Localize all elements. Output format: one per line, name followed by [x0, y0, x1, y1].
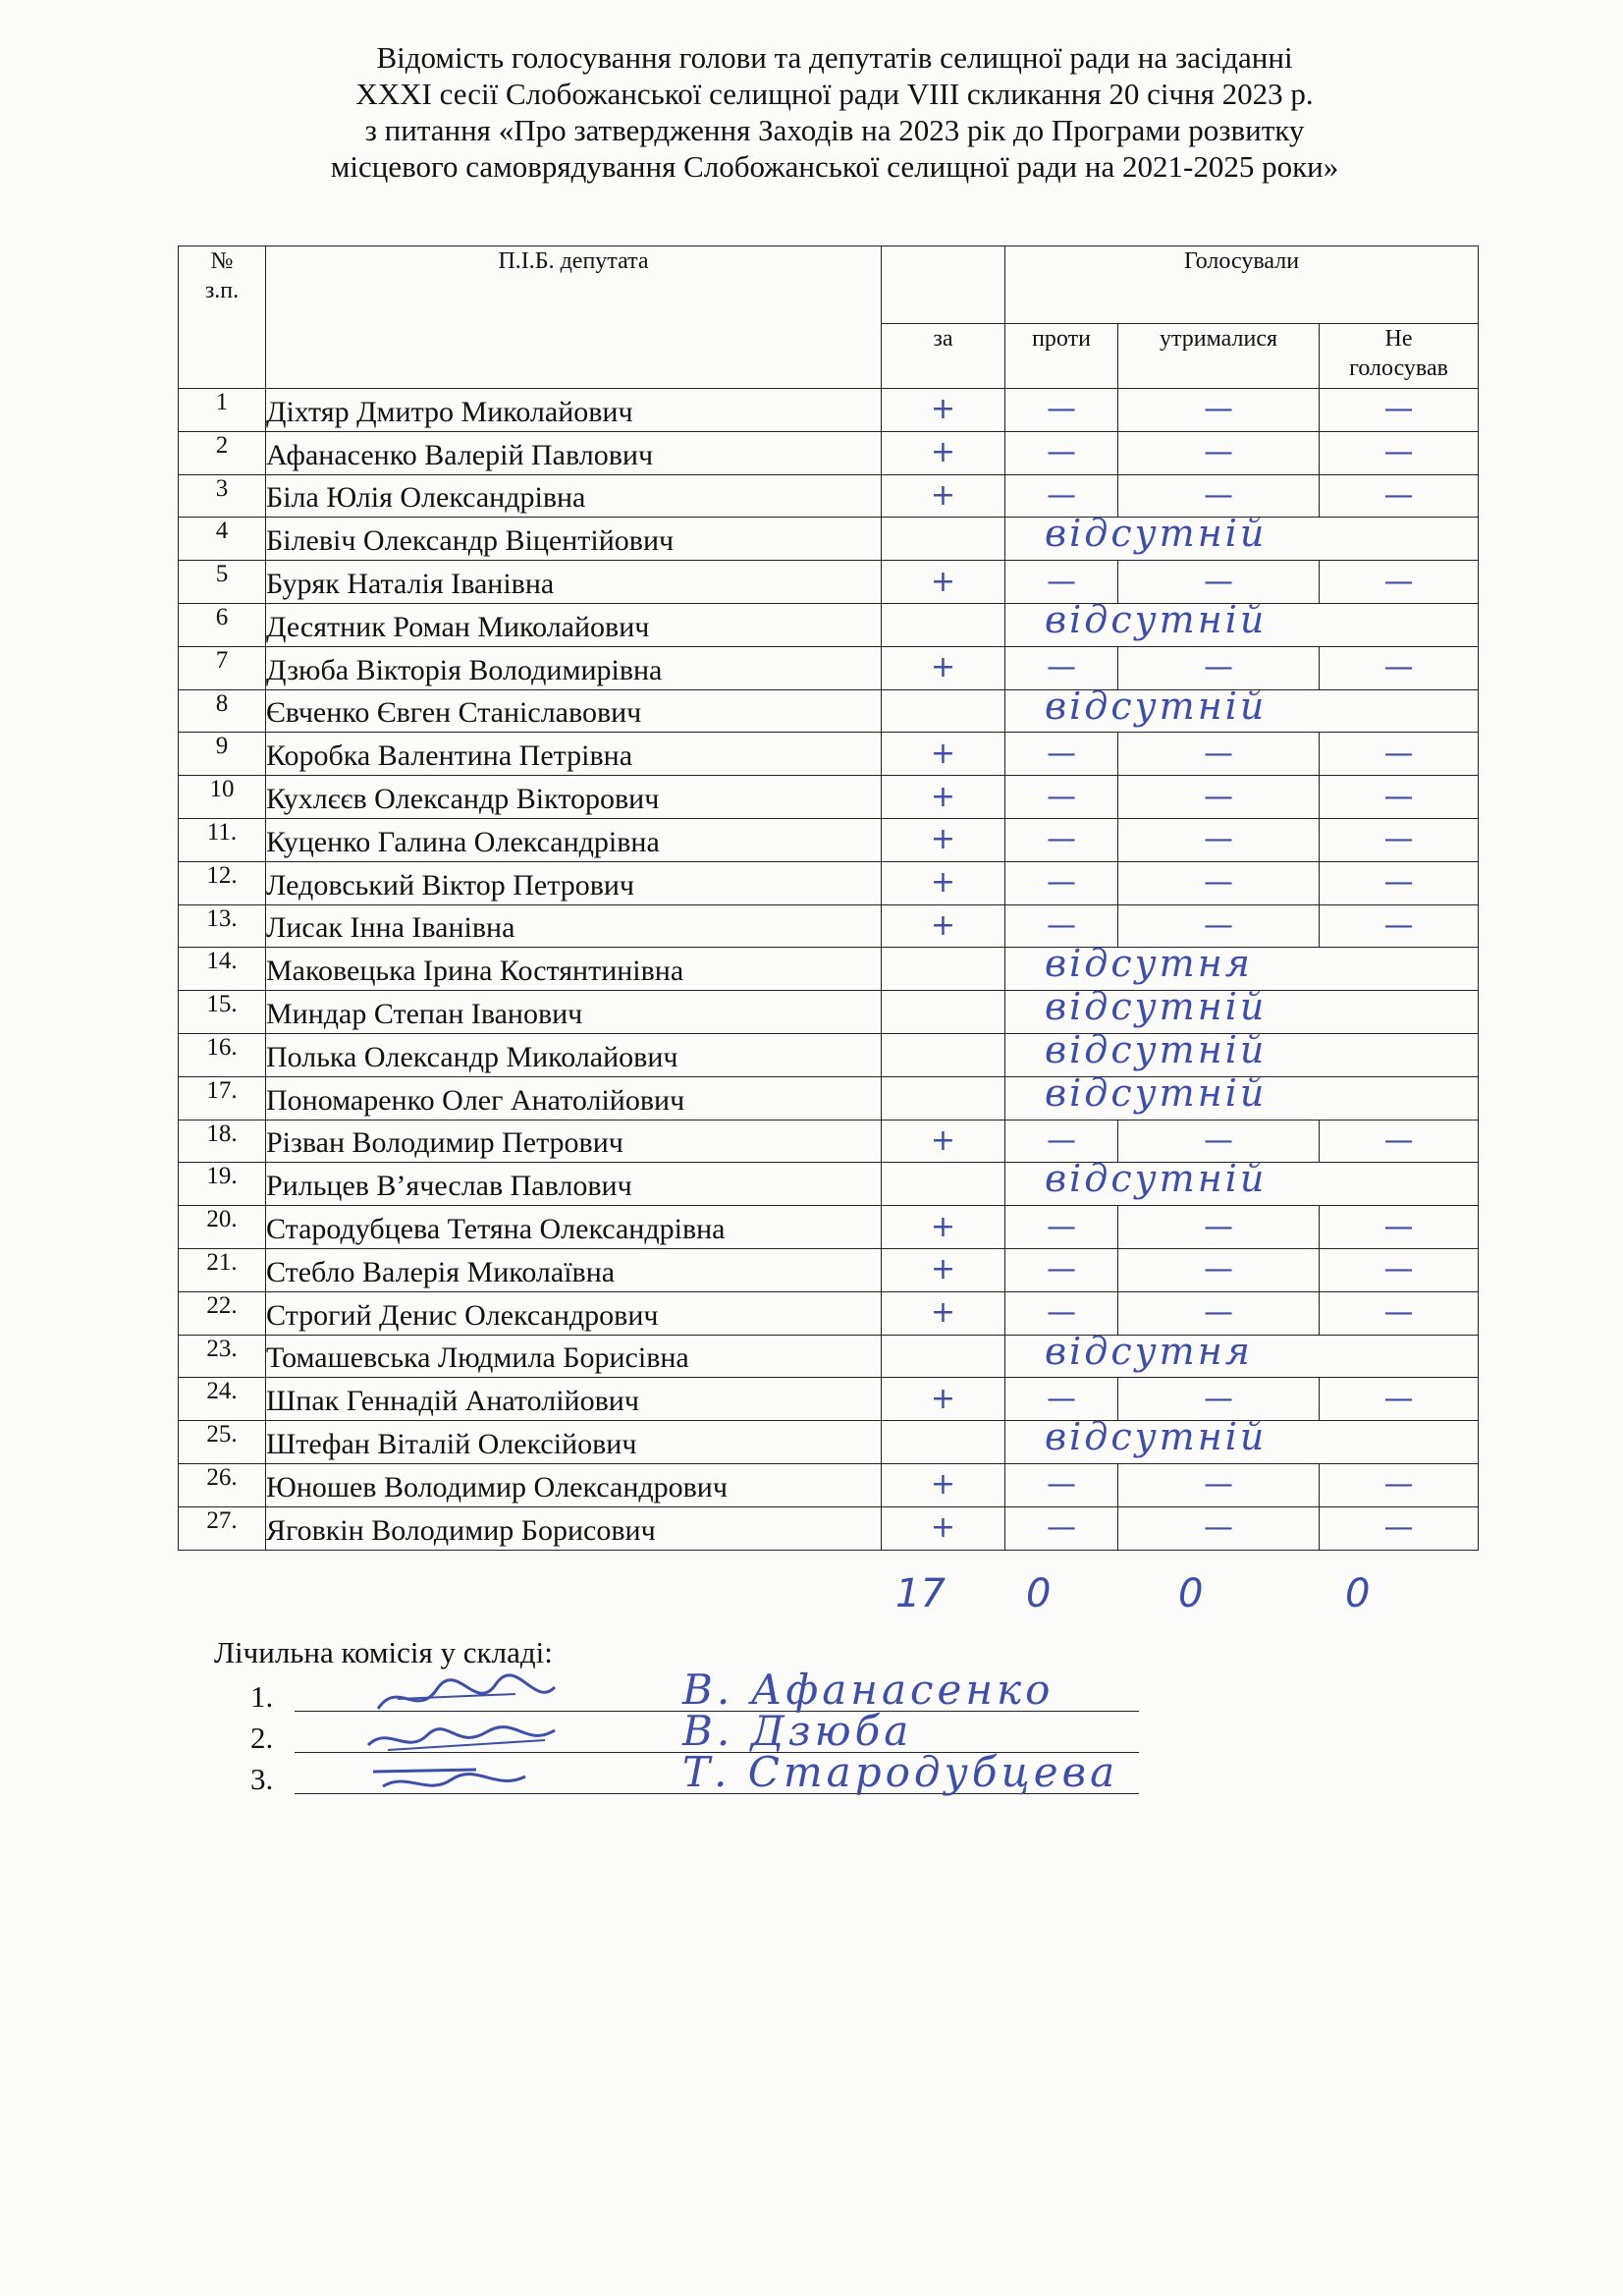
table-row	[179, 1120, 1479, 1163]
vote-against-cell	[1005, 646, 1118, 689]
table-row	[179, 518, 1479, 561]
vote-not-voted-cell	[1320, 733, 1479, 776]
plus-mark: +	[930, 907, 956, 943]
title-line-1: Відомість голосування голови та депутатів селищної ради на засіданні	[376, 40, 1293, 75]
table-row	[179, 1248, 1479, 1291]
absent-note: відсутній	[1045, 1415, 1268, 1459]
vote-for-cell	[882, 1463, 1005, 1506]
absent-note: відсутній	[1045, 985, 1268, 1029]
dash-mark: —	[1383, 907, 1414, 943]
absent-note: відсутній	[1045, 597, 1268, 641]
vote-abstained-cell	[1118, 1463, 1320, 1506]
dash-mark: —	[1383, 1252, 1414, 1287]
vote-not-voted-cell	[1320, 776, 1479, 819]
dash-mark: —	[1047, 1209, 1076, 1244]
row-number: 7	[179, 646, 266, 689]
plus-mark: +	[930, 1510, 956, 1546]
plus-mark: +	[930, 822, 956, 857]
plus-mark: +	[930, 392, 956, 427]
dash-mark: —	[1204, 1381, 1233, 1416]
vote-against-cell	[1005, 1506, 1118, 1550]
title-line-3: з питання «Про затвердження Заходів на 2023 рік до Програми розвитку	[364, 113, 1305, 147]
deputy-name: Десятник Роман Миколайович	[266, 603, 882, 646]
dash-mark: —	[1204, 435, 1233, 470]
row-number: 19.	[179, 1163, 266, 1206]
row-number: 21.	[179, 1248, 266, 1291]
vote-abstained-cell	[1118, 646, 1320, 689]
vote-against-cell	[1005, 776, 1118, 819]
table-row	[179, 948, 1479, 991]
dash-mark: —	[1383, 1510, 1414, 1546]
dash-mark: —	[1383, 1467, 1414, 1503]
plus-mark: +	[930, 779, 956, 814]
vote-for-cell	[882, 689, 1005, 733]
plus-mark: +	[930, 1381, 956, 1416]
row-number: 3	[179, 474, 266, 518]
table-row	[179, 861, 1479, 904]
document-title	[147, 39, 1522, 185]
vote-totals	[0, 1571, 1623, 1620]
vote-abstained-cell	[1118, 431, 1320, 474]
dash-mark: —	[1204, 1467, 1233, 1503]
dash-mark: —	[1047, 1252, 1076, 1287]
member-number: 3.	[250, 1762, 274, 1796]
vote-for-cell	[882, 1076, 1005, 1120]
total-abstained: 0	[1178, 1571, 1204, 1616]
absent-cell	[1005, 942, 1479, 991]
deputy-name: Юношев Володимир Олександрович	[266, 1463, 882, 1506]
signature-3	[358, 1752, 574, 1806]
row-number: 20.	[179, 1206, 266, 1249]
deputy-name: Пономаренко Олег Анатолійович	[266, 1076, 882, 1120]
deputy-name: Яговкін Володимир Борисович	[266, 1506, 882, 1550]
vote-abstained-cell	[1118, 818, 1320, 861]
row-number: 14.	[179, 948, 266, 991]
absent-cell	[1005, 683, 1479, 733]
deputy-name: Білевіч Олександр Віцентійович	[266, 518, 882, 561]
vote-abstained-cell	[1118, 474, 1320, 518]
absent-cell	[1005, 985, 1479, 1034]
absent-cell	[1005, 1415, 1479, 1464]
vote-for-cell	[882, 1421, 1005, 1464]
vote-not-voted-cell	[1320, 431, 1479, 474]
vote-for-cell	[882, 776, 1005, 819]
dash-mark: —	[1204, 736, 1233, 771]
deputy-name: Куценко Галина Олександрівна	[266, 818, 882, 861]
dash-mark: —	[1047, 1295, 1076, 1331]
absent-cell	[1005, 597, 1479, 646]
voting-rows	[179, 389, 1479, 1551]
header-abstained: утрималися	[1118, 324, 1320, 389]
row-number: 2	[179, 431, 266, 474]
member-name: Т. Стародубцева	[682, 1748, 1119, 1796]
vote-not-voted-cell	[1320, 904, 1479, 948]
vote-for-cell	[882, 1206, 1005, 1249]
dash-mark: —	[1047, 477, 1076, 513]
vote-for-cell	[882, 1506, 1005, 1550]
row-number: 24.	[179, 1378, 266, 1421]
dash-mark: —	[1204, 477, 1233, 513]
deputy-name: Кухлєєв Олександр Вікторович	[266, 776, 882, 819]
vote-abstained-cell	[1118, 733, 1320, 776]
vote-against-cell	[1005, 561, 1118, 604]
plus-mark: +	[930, 1295, 956, 1331]
header-not-voted: Не голосував	[1320, 324, 1479, 389]
vote-for-cell	[882, 861, 1005, 904]
dash-mark: —	[1383, 1209, 1414, 1244]
vote-against-cell	[1005, 904, 1118, 948]
row-number: 27.	[179, 1506, 266, 1550]
deputy-name: Стародубцева Тетяна Олександрівна	[266, 1206, 882, 1249]
table-row	[179, 904, 1479, 948]
plus-mark: +	[930, 435, 956, 470]
vote-abstained-cell	[1118, 1206, 1320, 1249]
row-number: 15.	[179, 991, 266, 1034]
absent-cell	[1005, 512, 1479, 561]
vote-against-cell	[1005, 389, 1118, 432]
row-number: 23.	[179, 1335, 266, 1378]
table-row	[179, 1291, 1479, 1335]
deputy-name: Дзюба Вікторія Володимирівна	[266, 646, 882, 689]
vote-abstained-cell	[1118, 389, 1320, 432]
dash-mark: —	[1204, 1209, 1233, 1244]
vote-against-cell	[1005, 474, 1118, 518]
dash-mark: —	[1047, 650, 1076, 685]
deputy-name: Коробка Валентина Петрівна	[266, 733, 882, 776]
vote-for-cell	[882, 1163, 1005, 1206]
row-number: 4	[179, 518, 266, 561]
dash-mark: —	[1047, 435, 1076, 470]
deputy-name: Полька Олександр Миколайович	[266, 1033, 882, 1076]
header-against: проти	[1005, 324, 1118, 389]
dash-mark: —	[1204, 1252, 1233, 1287]
vote-for-cell	[882, 904, 1005, 948]
vote-for-cell	[882, 561, 1005, 604]
header-deputy-name: П.І.Б. депутата	[266, 246, 882, 389]
plus-mark: +	[930, 1467, 956, 1503]
table-row	[179, 733, 1479, 776]
plus-mark: +	[930, 650, 956, 685]
vote-not-voted-cell	[1320, 561, 1479, 604]
dash-mark: —	[1047, 392, 1076, 427]
absent-cell	[1005, 1070, 1479, 1120]
plus-mark: +	[930, 1122, 956, 1158]
table-row	[179, 1163, 1479, 1206]
dash-mark: —	[1204, 865, 1233, 901]
table-row	[179, 1206, 1479, 1249]
vote-against-cell	[1005, 1291, 1118, 1335]
vote-abstained-cell	[1118, 904, 1320, 948]
table-row	[179, 1421, 1479, 1464]
deputy-name: Миндар Степан Іванович	[266, 991, 882, 1034]
dash-mark: —	[1383, 435, 1414, 470]
vote-not-voted-cell	[1320, 1463, 1479, 1506]
dash-mark: —	[1383, 779, 1414, 814]
absent-cell	[1005, 1157, 1479, 1206]
vote-not-voted-cell	[1320, 646, 1479, 689]
deputy-name: Штефан Віталій Олексійович	[266, 1421, 882, 1464]
member-name: В. Афанасенко	[682, 1666, 1055, 1714]
deputy-name: Різван Володимир Петрович	[266, 1120, 882, 1163]
row-number: 8	[179, 689, 266, 733]
dash-mark: —	[1204, 907, 1233, 943]
dash-mark: —	[1047, 907, 1076, 943]
dash-mark: —	[1047, 1381, 1076, 1416]
table-row	[179, 1076, 1479, 1120]
vote-not-voted-cell	[1320, 861, 1479, 904]
deputy-name: Ледовський Віктор Петрович	[266, 861, 882, 904]
table-row	[179, 389, 1479, 432]
commission-member-3	[250, 1748, 1232, 1811]
vote-not-voted-cell	[1320, 1120, 1479, 1163]
row-number: 22.	[179, 1291, 266, 1335]
vote-abstained-cell	[1118, 1120, 1320, 1163]
row-number: 9	[179, 733, 266, 776]
vote-for-cell	[882, 1378, 1005, 1421]
vote-abstained-cell	[1118, 1248, 1320, 1291]
vote-for-cell	[882, 1120, 1005, 1163]
deputy-name: Стебло Валерія Миколаївна	[266, 1248, 882, 1291]
table-row	[179, 431, 1479, 474]
dash-mark: —	[1204, 1122, 1233, 1158]
table-row	[179, 991, 1479, 1034]
table-row	[179, 1378, 1479, 1421]
dash-mark: —	[1047, 865, 1076, 901]
dash-mark: —	[1047, 736, 1076, 771]
vote-for-cell	[882, 733, 1005, 776]
total-for: 17	[895, 1571, 946, 1616]
voting-table	[178, 246, 1479, 1551]
deputy-name: Рильцев В’ячеслав Павлович	[266, 1163, 882, 1206]
row-number: 1	[179, 389, 266, 432]
row-number: 12.	[179, 861, 266, 904]
deputy-name: Діхтяр Дмитро Миколайович	[266, 389, 882, 432]
title-line-4: місцевого самоврядування Слобожанської селищної ради на 2021-2025 роки»	[330, 149, 1339, 184]
dash-mark: —	[1383, 1381, 1414, 1416]
absent-note: відсутній	[1045, 1070, 1268, 1115]
dash-mark: —	[1383, 865, 1414, 901]
row-number: 17.	[179, 1076, 266, 1120]
total-not-voted: 0	[1345, 1571, 1371, 1616]
dash-mark: —	[1204, 779, 1233, 814]
vote-for-cell	[882, 603, 1005, 646]
table-row	[179, 474, 1479, 518]
table-row	[179, 1335, 1479, 1378]
deputy-name: Буряк Наталія Іванівна	[266, 561, 882, 604]
vote-for-cell	[882, 431, 1005, 474]
row-number: 6	[179, 603, 266, 646]
table-row	[179, 603, 1479, 646]
vote-against-cell	[1005, 1206, 1118, 1249]
plus-mark: +	[930, 736, 956, 771]
deputy-name: Біла Юлія Олександрівна	[266, 474, 882, 518]
deputy-name: Шпак Геннадій Анатолійович	[266, 1378, 882, 1421]
dash-mark: —	[1204, 1510, 1233, 1546]
vote-abstained-cell	[1118, 861, 1320, 904]
table-row	[179, 646, 1479, 689]
dash-mark: —	[1383, 564, 1414, 599]
absent-note: відсутня	[1045, 1329, 1253, 1373]
dash-mark: —	[1383, 392, 1414, 427]
header-empty	[882, 246, 1005, 324]
absent-note: відсутній	[1045, 683, 1268, 728]
table-row	[179, 818, 1479, 861]
vote-for-cell	[882, 1291, 1005, 1335]
member-name: В. Дзюба	[682, 1707, 913, 1755]
vote-abstained-cell	[1118, 561, 1320, 604]
vote-not-voted-cell	[1320, 389, 1479, 432]
dash-mark: —	[1047, 822, 1076, 857]
dash-mark: —	[1383, 736, 1414, 771]
dash-mark: —	[1383, 650, 1414, 685]
plus-mark: +	[930, 477, 956, 513]
dash-mark: —	[1204, 564, 1233, 599]
dash-mark: —	[1383, 1122, 1414, 1158]
title-line-2: XXXI сесії Слобожанської селищної ради VIII скликання 20 січня 2023 р.	[355, 77, 1314, 111]
dash-mark: —	[1204, 822, 1233, 857]
row-number: 11.	[179, 818, 266, 861]
absent-note: відсутній	[1045, 512, 1268, 556]
vote-not-voted-cell	[1320, 1378, 1479, 1421]
row-number: 13.	[179, 904, 266, 948]
vote-not-voted-cell	[1320, 474, 1479, 518]
plus-mark: +	[930, 1209, 956, 1244]
absent-cell	[1005, 1027, 1479, 1076]
dash-mark: —	[1204, 392, 1233, 427]
vote-against-cell	[1005, 733, 1118, 776]
plus-mark: +	[930, 1252, 956, 1287]
deputy-name: Маковецька Ірина Костянтинівна	[266, 948, 882, 991]
vote-abstained-cell	[1118, 1378, 1320, 1421]
dash-mark: —	[1047, 779, 1076, 814]
vote-against-cell	[1005, 1463, 1118, 1506]
vote-not-voted-cell	[1320, 818, 1479, 861]
absent-note: відсутній	[1045, 1157, 1268, 1201]
plus-mark: +	[930, 865, 956, 901]
vote-abstained-cell	[1118, 1506, 1320, 1550]
vote-against-cell	[1005, 1378, 1118, 1421]
header-for: за	[882, 324, 1005, 389]
table-row	[179, 1463, 1479, 1506]
dash-mark: —	[1047, 1122, 1076, 1158]
vote-for-cell	[882, 518, 1005, 561]
dash-mark: —	[1204, 1295, 1233, 1331]
dash-mark: —	[1047, 1510, 1076, 1546]
deputy-name: Лисак Інна Іванівна	[266, 904, 882, 948]
deputy-name: Томашевська Людмила Борисівна	[266, 1335, 882, 1378]
dash-mark: —	[1047, 1467, 1076, 1503]
dash-mark: —	[1383, 1295, 1414, 1331]
vote-for-cell	[882, 1248, 1005, 1291]
table-row	[179, 561, 1479, 604]
absent-note: відсутня	[1045, 942, 1253, 986]
row-number: 18.	[179, 1120, 266, 1163]
row-number: 5	[179, 561, 266, 604]
absent-note: відсутній	[1045, 1027, 1268, 1071]
table-row	[179, 1506, 1479, 1550]
deputy-name: Строгий Денис Олександрович	[266, 1291, 882, 1335]
member-number: 1.	[250, 1679, 274, 1714]
commission-label: Лічильна комісія у складі:	[214, 1635, 553, 1669]
row-number: 16.	[179, 1033, 266, 1076]
vote-not-voted-cell	[1320, 1291, 1479, 1335]
dash-mark: —	[1383, 822, 1414, 857]
dash-mark: —	[1383, 477, 1414, 513]
plus-mark: +	[930, 564, 956, 599]
vote-for-cell	[882, 389, 1005, 432]
row-number: 25.	[179, 1421, 266, 1464]
table-row	[179, 776, 1479, 819]
vote-abstained-cell	[1118, 1291, 1320, 1335]
dash-mark: —	[1204, 650, 1233, 685]
vote-not-voted-cell	[1320, 1506, 1479, 1550]
vote-against-cell	[1005, 818, 1118, 861]
vote-for-cell	[882, 474, 1005, 518]
vote-for-cell	[882, 818, 1005, 861]
member-number: 2.	[250, 1721, 274, 1755]
vote-against-cell	[1005, 431, 1118, 474]
header-voted: Голосували	[1005, 246, 1479, 324]
row-number: 10	[179, 776, 266, 819]
vote-against-cell	[1005, 1248, 1118, 1291]
deputy-name: Євченко Євген Станіславович	[266, 689, 882, 733]
row-number: 26.	[179, 1463, 266, 1506]
dash-mark: —	[1047, 564, 1076, 599]
vote-for-cell	[882, 948, 1005, 991]
table-row	[179, 1033, 1479, 1076]
vote-for-cell	[882, 1335, 1005, 1378]
header-number: № з.п.	[179, 246, 266, 389]
vote-for-cell	[882, 991, 1005, 1034]
vote-against-cell	[1005, 1120, 1118, 1163]
total-against: 0	[1026, 1571, 1052, 1616]
vote-for-cell	[882, 646, 1005, 689]
deputy-name: Афанасенко Валерій Павлович	[266, 431, 882, 474]
vote-not-voted-cell	[1320, 1206, 1479, 1249]
absent-cell	[1005, 1329, 1479, 1378]
vote-abstained-cell	[1118, 776, 1320, 819]
vote-not-voted-cell	[1320, 1248, 1479, 1291]
vote-for-cell	[882, 1033, 1005, 1076]
vote-against-cell	[1005, 861, 1118, 904]
table-row	[179, 689, 1479, 733]
